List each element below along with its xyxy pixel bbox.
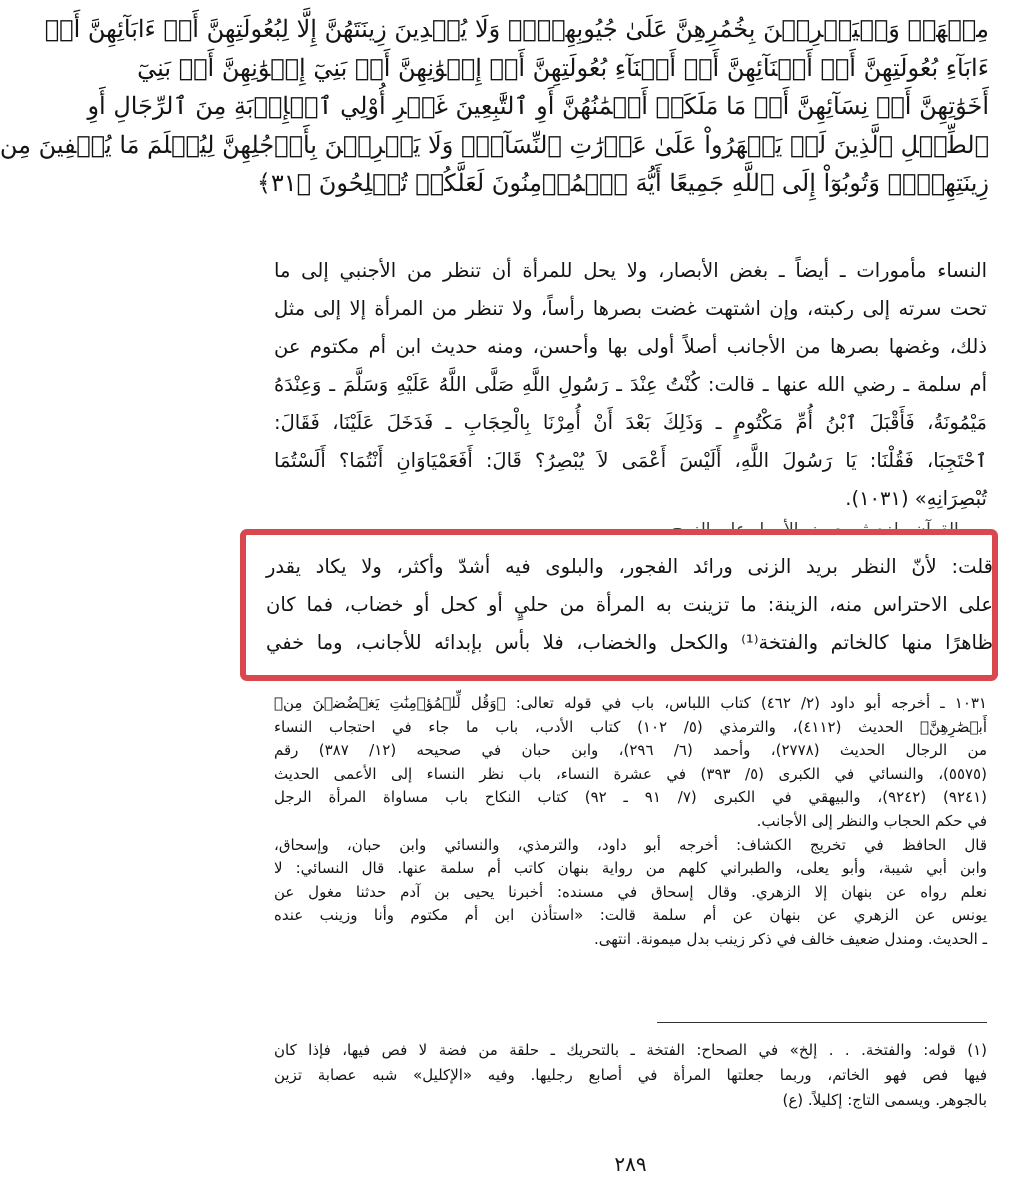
- footnote-line: (١) قوله: والفتخة. . . إلخ» في الصحاح: الفتخة ـ بالتحريك ـ حلقة من فضة لا فص فيها، فإذا كان: [274, 1041, 987, 1059]
- note-line: (٩٢٤١) (٩٢٤٢)، والبيهقي في الكبرى (٧/ ٩١ ـ ٩٢) كتاب النكاح باب مساواة المرأة الرجل: [274, 788, 987, 807]
- page-number: ٢٨٩: [614, 1152, 647, 1176]
- note-line: نعلم رواه عن بنهان إلا الزهري. وقال إسحاق في مسنده: أخبرنا يحيى بن آدم حدثنا مغول عن: [274, 882, 987, 901]
- partially-hidden-line: [534, 515, 967, 529]
- footnote-divider: [657, 1022, 987, 1023]
- note-line: في حكم الحجاب والنظر إلى الأجانب.: [756, 811, 987, 830]
- hadith-reference-notes: [274, 692, 987, 952]
- paragraph-line: تُبْصِرَانِهِ» (١٠٣١).: [845, 487, 987, 510]
- quran-line: ءَابَآءِ بُعُولَتِهِنَّ أَوۡ أَبۡنَآئِهِنَّ أَوۡ أَبۡنَآءِ بُعُولَتِهِنَّ أَوۡ إِخۡوَٰنِهِنَّ أَوۡ بَنِيٓ إِخۡوَٰنِهِنَّ أَوۡ بَنِيٓ: [137, 53, 989, 82]
- quran-verse-block: [0, 10, 989, 203]
- note-line: أَبۡصَٰرِهِنَّ﴾ الحديث (٤١١٢)، والترمذي (٥/ ١٠٢) كتاب الأدب، باب ما جاء في احتجاب النساء: [274, 717, 987, 736]
- paragraph-line: تحت سرته إلى ركبته، وإن اشتهت غضت بصرها رأساً، ولا تنظر من المرأة إلا إلى مثل: [274, 297, 987, 320]
- note-line: قال الحافظ في تخريج الكشاف: أخرجه أبو داود، والترمذي، والنسائي وابن حبان، وإسحاق،: [274, 835, 987, 854]
- footnote: [274, 1038, 987, 1113]
- paragraph-line: ذلك، وغضها بصرها من الأجانب أصلاً أولى بها وأحسن، ومنه حديث ابن أم مكتوم عن: [274, 335, 987, 358]
- highlight-line: على الاحتراس منه، الزينة: ما تزينت به المرأة من حليٍ أو كحل أو خضاب، فما كان: [266, 593, 993, 616]
- note-line: يونس عن الزهري عن بنهان عن أم سلمة قالت: «استأذن ابن أم مكتوم وأنا وزينب عنده: [274, 906, 987, 925]
- note-line: ـ الحديث. ومندل ضعيف خالف في ذكر زينب بدل ميمونة. انتهى.: [594, 929, 987, 948]
- quran-line: مِنۡهَاۖ وَلۡيَضۡرِبۡنَ بِخُمُرِهِنَّ عَلَىٰ جُيُوبِهِنَّۖ وَلَا يُبۡدِينَ زِينَتَهُنَّ إِلَّا لِبُعُولَتِهِنَّ أَوۡ ءَابَآئِهِنَّ أَوۡ: [44, 15, 989, 43]
- highlight-line: قلت: لأنّ النظر بريد الزنى ورائد الفجور، والبلوى فيه أشدّ وأكثر، ولا يكاد يقدر: [266, 555, 993, 578]
- quran-line: ٱلطِّفۡلِ ٱلَّذِينَ لَمۡ يَظۡهَرُواْ عَلَىٰ عَوۡرَٰتِ ٱلنِّسَآءِۖ وَلَا يَضۡرِبۡنَ بِأَرۡجُلِهِنَّ لِيُعۡلَمَ مَا يُخۡفِينَ مِن: [0, 130, 989, 159]
- highlighted-passage: [266, 548, 993, 662]
- commentary-paragraph: [274, 252, 987, 518]
- paragraph-line: ٱحْتَجِبَا، فَقُلْنَا: يَا رَسُولَ اللَّهِ، أَلَيْسَ أَعْمَى لاَ يُبْصِرُ؟ قَالَ: أَفَعَمْيَاوَانِ أَنْتُمَا؟ أَلَسْتُمَا: [274, 449, 987, 472]
- note-line: من الرجال الحديث (٢٧٧٨)، وأحمد (٦/ ٢٩٦)، وابن حبان في صحيحه (١٢/ ٣٨٧) رقم: [274, 741, 988, 760]
- paragraph-line: مَيْمُونَةُ، فَأَقْبَلَ ٱبْنُ أُمِّ مَكْتُومٍ ـ وَذَلِكَ بَعْدَ أَنْ أُمِرْنَا بِالْحِجَابِ ـ فَدَخَلَ عَلَيْنَا، فَقَالَ:: [274, 411, 987, 434]
- footnote-line: بالجوهر. ويسمى التاج: إكليلاً. (ع): [782, 1091, 987, 1109]
- quran-line: زِينَتِهِنَّۚ وَتُوبُوٓاْ إِلَى ٱللَّهِ جَمِيعًا أَيُّهَ ٱلۡمُؤۡمِنُونَ لَعَلَّكُمۡ تُفۡلِحُونَ ﴿٣١﴾: [256, 169, 989, 197]
- footnote-line: فيها فص فهو الخاتم، وربما جعلتها المرأة في أصابع رجليها. وفيه «الإكليل» شبه عصابة تزين: [274, 1066, 987, 1084]
- highlight-line: ظاهرًا منها كالخاتم والفتخة⁽¹⁾ والكحل والخضاب، فلا بأس بإبدائه للأجانب، وما خفي: [266, 631, 994, 654]
- note-line: (٥٥٧٥)، والنسائي في الكبرى (٥/ ٣٩٣) في عشرة النساء، باب نظر النساء إلى الأعمى الحديث: [274, 764, 987, 783]
- quran-line: أَخَوَٰتِهِنَّ أَوۡ نِسَآئِهِنَّ أَوۡ مَا مَلَكَتۡ أَيۡمَٰنُهُنَّ أَوِ ٱلتَّٰبِعِينَ غَيۡرِ أُوْلِي ٱلۡإِرۡبَةِ مِنَ ٱلرِّجَالِ أَوِ: [87, 92, 989, 120]
- note-line: ١٠٣١ ـ أخرجه أبو داود (٢/ ٤٦٢) كتاب اللباس، باب في قوله تعالى: ﴿وَقُل لِّلۡمُؤۡمِنَٰتِ يَغۡضُضۡنَ مِنۡ: [274, 694, 987, 712]
- paragraph-line: أم سلمة ـ رضي الله عنها ـ قالت: كُنْتُ عِنْدَ ـ رَسُولِ اللَّهِ صَلَّى اللَّهُ عَلَيْهِ وَسَلَّمَ ـ وَعِنْدَهُ: [274, 373, 987, 396]
- paragraph-line: النساء مأمورات ـ أيضاً ـ بغض الأبصار، ولا يحل للمرأة أن تنظر من الأجنبي إلى ما: [274, 259, 987, 282]
- note-line: وابن أبي شيبة، وأبو يعلى، والطبراني كلهم من رواية بنهان كاتب أم سلمة عنها. قال النسائي: لا: [274, 859, 987, 878]
